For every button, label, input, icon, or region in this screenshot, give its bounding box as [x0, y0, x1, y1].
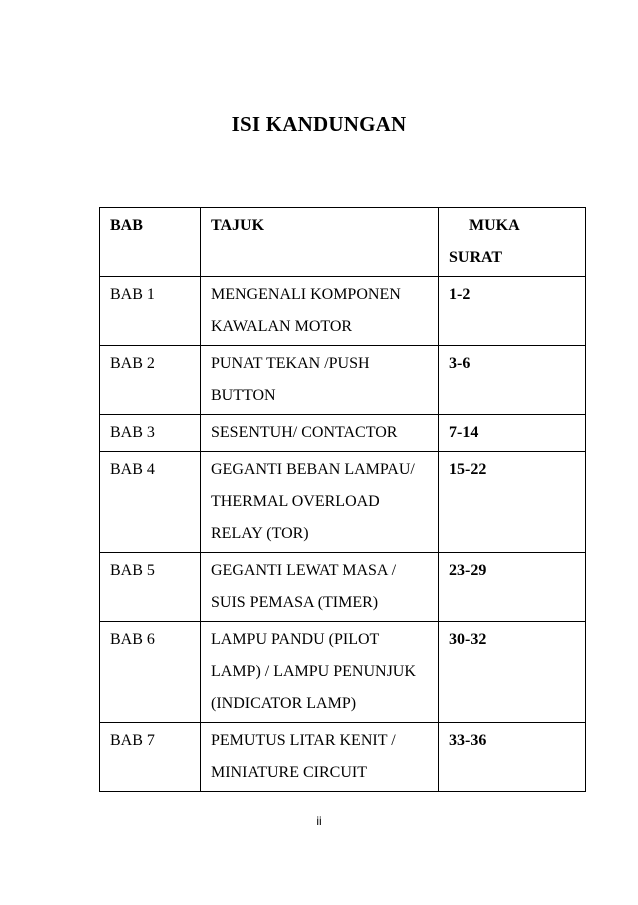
row-tajuk: PEMUTUS LITAR KENIT / MINIATURE CIRCUIT — [201, 723, 439, 792]
row-bab: BAB 2 — [100, 346, 201, 415]
table-row — [100, 723, 586, 792]
table-of-contents — [99, 207, 586, 792]
header-tajuk: TAJUK — [201, 208, 439, 277]
table-row — [100, 622, 586, 723]
row-muka-surat: 1-2 — [439, 277, 586, 346]
row-tajuk: MENGENALI KOMPONEN KAWALAN MOTOR — [201, 277, 439, 346]
row-muka-surat: 3-6 — [439, 346, 586, 415]
header-muka-surat — [439, 208, 586, 277]
header-muka-line2: SURAT — [449, 249, 503, 266]
table-header-row — [100, 208, 586, 277]
row-tajuk: GEGANTI BEBAN LAMPAU/ THERMAL OVERLOAD RELAY (TOR) — [201, 452, 439, 553]
row-bab: BAB 6 — [100, 622, 201, 723]
row-muka-surat: 33-36 — [439, 723, 586, 792]
header-bab: BAB — [100, 208, 201, 277]
row-tajuk: LAMPU PANDU (PILOT LAMP) / LAMPU PENUNJUK (INDICATOR LAMP) — [201, 622, 439, 723]
row-bab: BAB 4 — [100, 452, 201, 553]
row-muka-surat: 30-32 — [439, 622, 586, 723]
row-bab: BAB 5 — [100, 553, 201, 622]
table-row — [100, 277, 586, 346]
row-tajuk: SESENTUH/ CONTACTOR — [201, 415, 439, 452]
row-bab: BAB 1 — [100, 277, 201, 346]
table-row — [100, 415, 586, 452]
page-title: ISI KANDUNGAN — [231, 112, 407, 136]
row-tajuk: GEGANTI LEWAT MASA / SUIS PEMASA (TIMER) — [201, 553, 439, 622]
row-tajuk: PUNAT TEKAN /PUSH BUTTON — [201, 346, 439, 415]
page-number: ii — [316, 814, 322, 828]
row-bab: BAB 3 — [100, 415, 201, 452]
table-row — [100, 553, 586, 622]
row-muka-surat: 23-29 — [439, 553, 586, 622]
row-bab: BAB 7 — [100, 723, 201, 792]
table-row — [100, 452, 586, 553]
table-row — [100, 346, 586, 415]
header-muka-line1: MUKA — [469, 217, 520, 234]
row-muka-surat: 7-14 — [439, 415, 586, 452]
row-muka-surat: 15-22 — [439, 452, 586, 553]
